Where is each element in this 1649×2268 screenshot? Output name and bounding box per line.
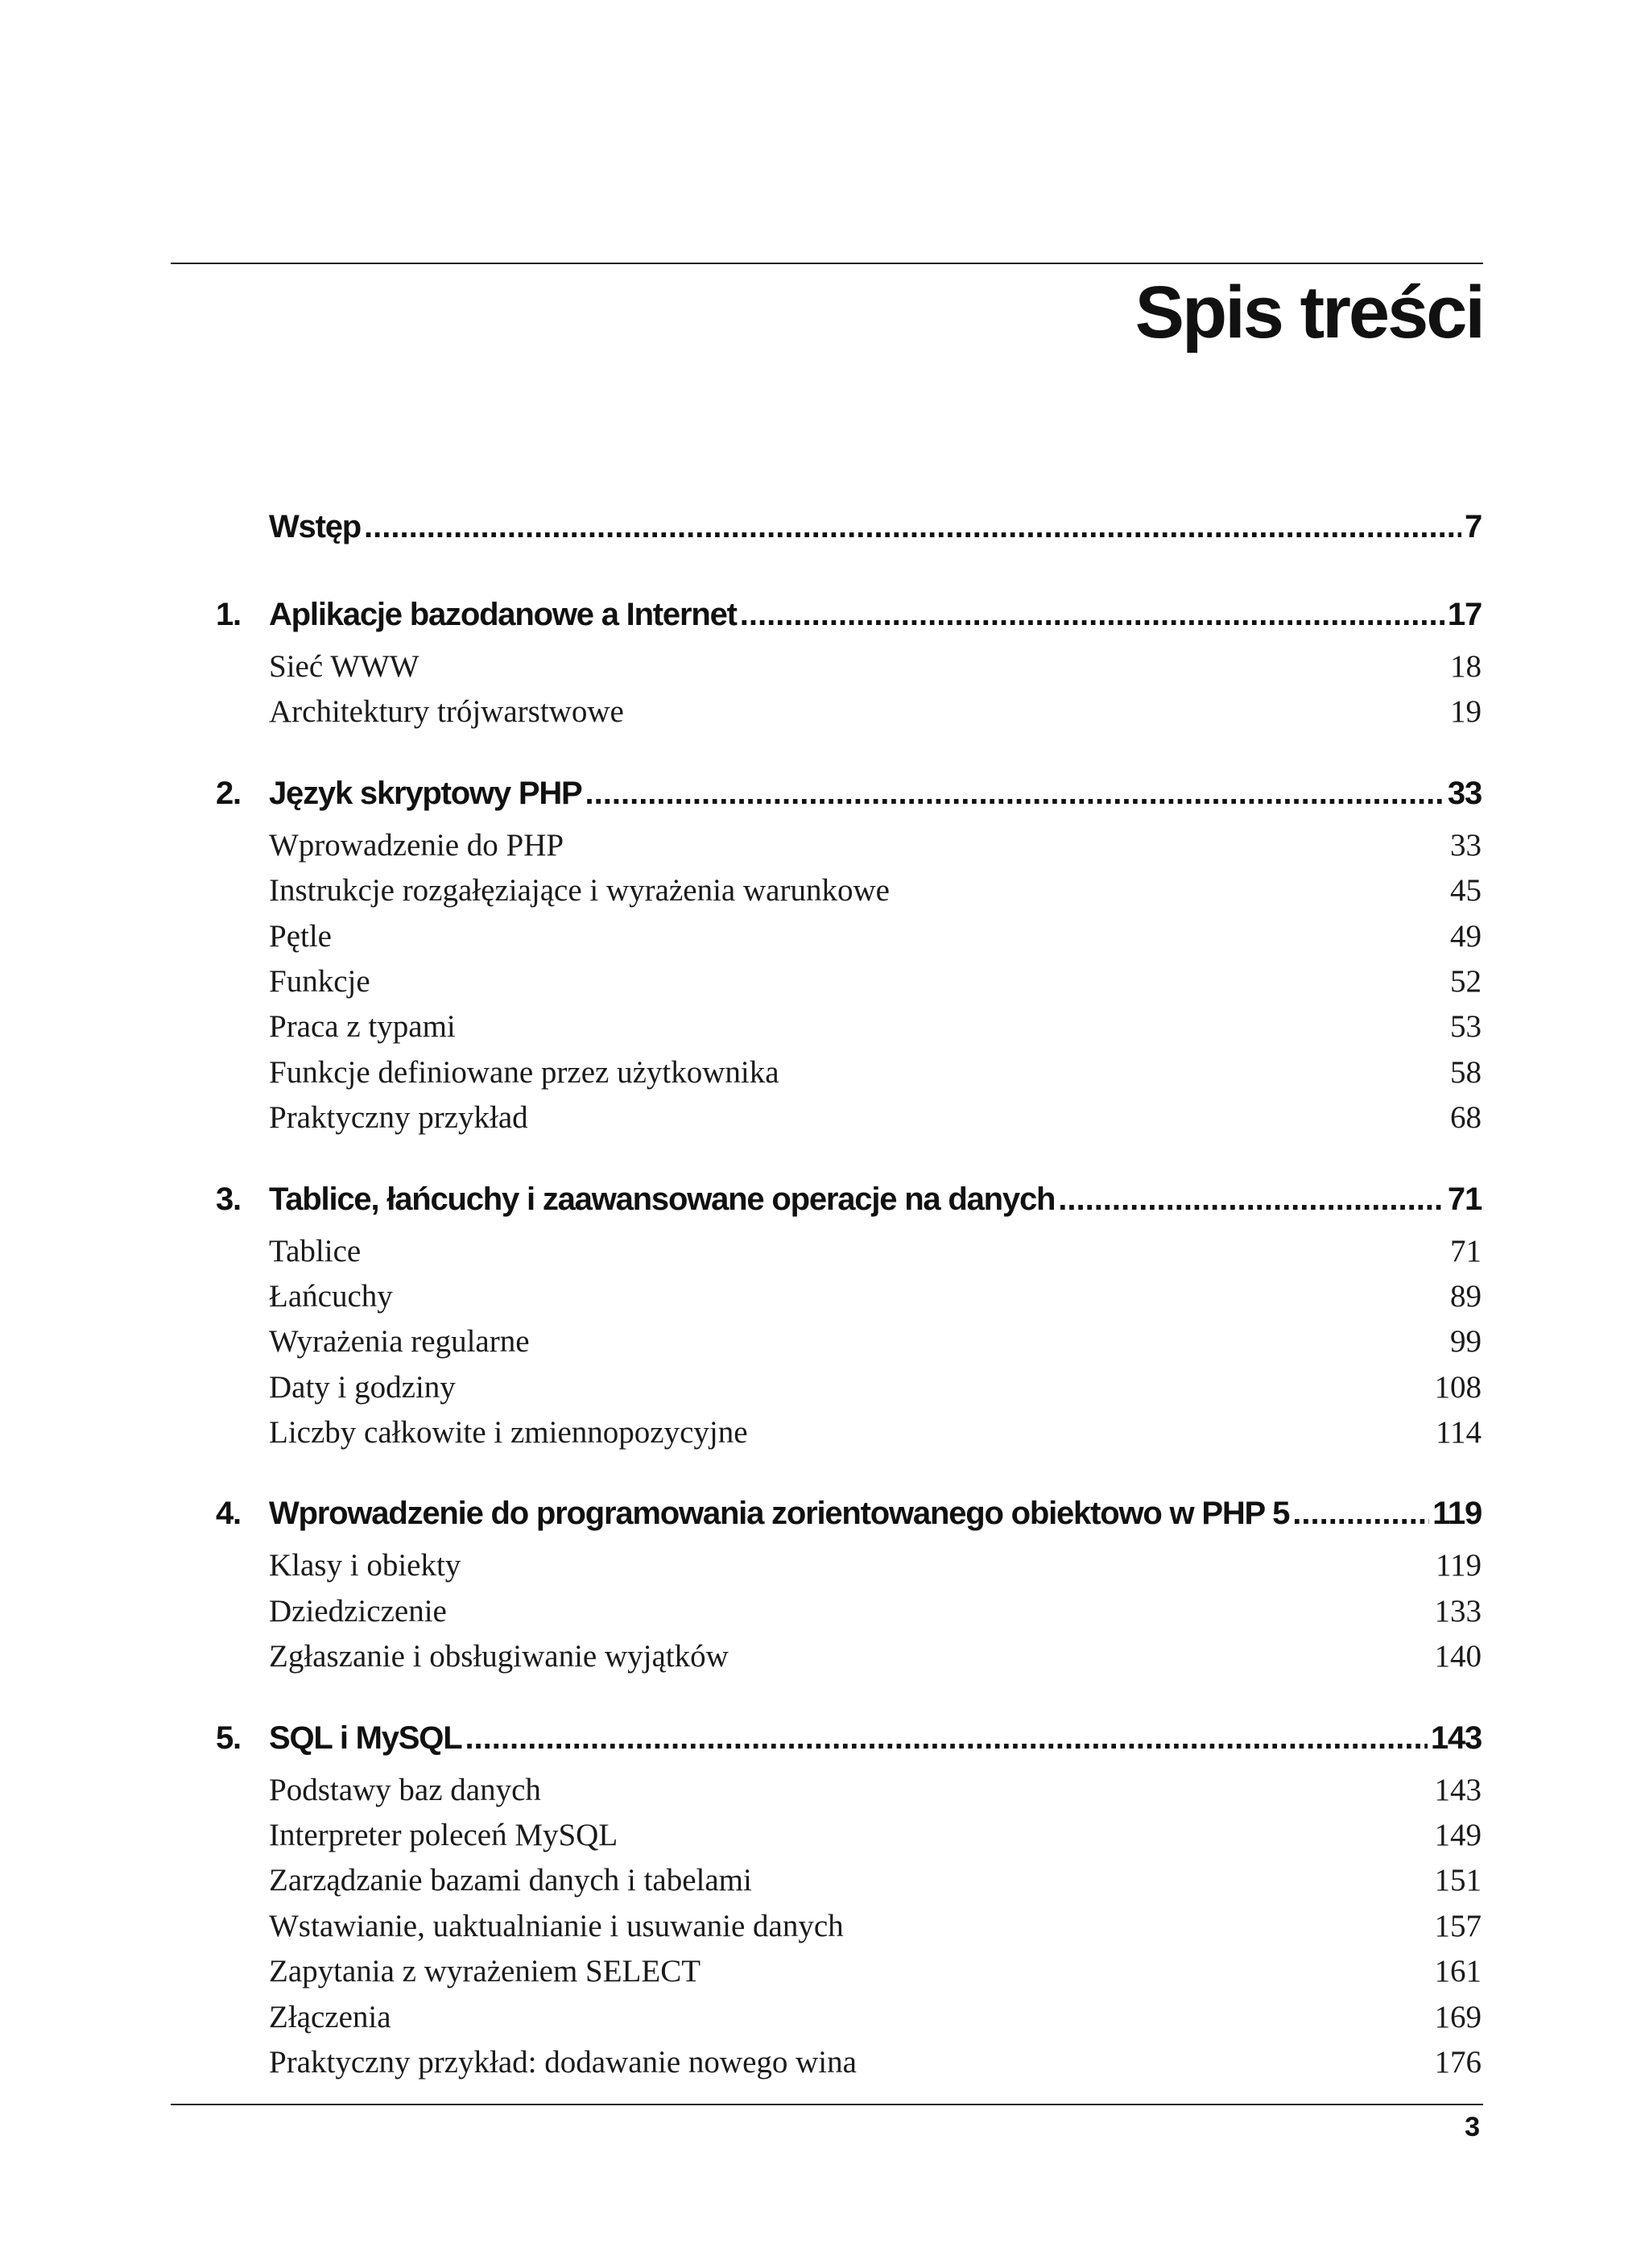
toc-entry[interactable]: [269, 827, 1482, 872]
entry-page-number: 161: [1434, 1954, 1482, 1989]
toc-entry[interactable]: [269, 1953, 1482, 1998]
entry-page-number: 99: [1450, 1324, 1482, 1360]
chapter-title: Tablice, łańcuchy i zaawansowane operacje na danych: [269, 1181, 1056, 1217]
chapter-title: Wstęp: [269, 509, 362, 544]
entry-page-number: 149: [1434, 1818, 1482, 1853]
entry-label: Instrukcje rozgałęziające i wyrażenia warunkowe: [269, 873, 890, 908]
top-rule: [171, 263, 1483, 264]
entry-page-number: 151: [1434, 1863, 1482, 1898]
toc-entry[interactable]: [269, 963, 1482, 1008]
chapter-page-number: 33: [1447, 775, 1482, 811]
entry-label: Podstawy baz danych: [269, 1772, 541, 1807]
entry-label: Wyrażenia regularne: [269, 1324, 530, 1360]
entry-label: Sieć WWW: [269, 649, 419, 684]
chapter-title: SQL i MySQL: [269, 1720, 462, 1756]
entry-label: Praca z typami: [269, 1009, 456, 1045]
toc-entry[interactable]: [269, 918, 1482, 963]
chapter-page-number: 143: [1430, 1720, 1482, 1756]
entry-label: Złączenia: [269, 1999, 391, 2034]
toc-chapter: [171, 776, 1482, 1145]
entry-label: Wprowadzenie do PHP: [269, 827, 564, 863]
toc-entry[interactable]: [269, 1278, 1482, 1323]
chapter-heading[interactable]: [171, 1720, 1482, 1772]
section-list: [171, 648, 1482, 739]
toc-chapter: [171, 509, 1482, 561]
toc-entry[interactable]: [269, 1323, 1482, 1368]
entry-label: Daty i godziny: [269, 1369, 456, 1405]
entry-page-number: 45: [1450, 873, 1482, 908]
entry-label: Łańcuchy: [269, 1278, 393, 1314]
toc-entry[interactable]: [269, 1369, 1482, 1414]
toc-entry[interactable]: [269, 2044, 1482, 2089]
toc-entry[interactable]: [269, 1772, 1482, 1817]
entry-page-number: 157: [1434, 1908, 1482, 1943]
toc-entry[interactable]: [269, 1817, 1482, 1862]
entry-page-number: 58: [1450, 1054, 1482, 1090]
entry-page-number: 119: [1435, 1548, 1482, 1583]
entry-label: Interpreter poleceń MySQL: [269, 1818, 618, 1853]
toc-entry[interactable]: [269, 1099, 1482, 1144]
chapter-heading[interactable]: [171, 776, 1482, 827]
entry-page-number: 19: [1450, 694, 1482, 730]
dot-leader: [465, 1720, 1427, 1757]
toc-chapter: [171, 597, 1482, 739]
entry-label: Praktyczny przykład: [269, 1100, 528, 1136]
entry-label: Liczby całkowite i zmiennopozycyjne: [269, 1415, 748, 1451]
entry-page-number: 18: [1450, 649, 1482, 684]
toc-entry[interactable]: [269, 1593, 1482, 1638]
entry-label: Dziedziczenie: [269, 1593, 447, 1629]
chapter-page-number: 17: [1447, 597, 1482, 632]
entry-label: Pętle: [269, 918, 332, 954]
entry-label: Zapytania z wyrażeniem SELECT: [269, 1954, 701, 1989]
toc-entry[interactable]: [269, 1414, 1482, 1459]
toc-entry[interactable]: [269, 1999, 1482, 2044]
dot-leader: [1292, 1496, 1429, 1532]
toc-entry[interactable]: [269, 1908, 1482, 1953]
entry-page-number: 52: [1450, 963, 1482, 999]
entry-label: Klasy i obiekty: [269, 1548, 461, 1583]
section-list: [171, 1772, 1482, 2090]
entry-page-number: 169: [1434, 1999, 1482, 2034]
entry-page-number: 33: [1450, 827, 1482, 863]
entry-page-number: 68: [1450, 1100, 1482, 1136]
chapter-number: 3.: [216, 1181, 241, 1217]
entry-label: Praktyczny przykład: dodawanie nowego wina: [269, 2044, 857, 2080]
entry-label: Architektury trójwarstwowe: [269, 694, 624, 730]
dot-leader: [364, 509, 1461, 545]
chapter-page-number: 7: [1464, 509, 1482, 544]
chapter-number: 1.: [216, 597, 241, 632]
entry-page-number: 53: [1450, 1009, 1482, 1045]
entry-page-number: 140: [1434, 1639, 1482, 1674]
entry-label: Zgłaszanie i obsługiwanie wyjątków: [269, 1639, 729, 1674]
entry-label: Wstawianie, uaktualnianie i usuwanie danych: [269, 1908, 844, 1943]
chapter-title: Wprowadzenie do programowania zorientowanego obiektowo w PHP 5: [269, 1496, 1290, 1532]
toc-entry[interactable]: [269, 1054, 1482, 1099]
toc-chapter: [171, 1720, 1482, 2090]
toc-entry[interactable]: [269, 648, 1482, 693]
toc-entry[interactable]: [269, 1862, 1482, 1907]
chapter-heading[interactable]: [171, 1182, 1482, 1233]
toc-chapter: [171, 1182, 1482, 1460]
bottom-rule: [171, 2104, 1483, 2105]
dot-leader: [585, 776, 1444, 812]
dot-leader: [740, 597, 1444, 633]
entry-page-number: 89: [1450, 1278, 1482, 1314]
section-list: [171, 827, 1482, 1145]
entry-page-number: 133: [1434, 1593, 1482, 1629]
dot-leader: [1058, 1182, 1444, 1218]
chapter-page-number: 71: [1447, 1181, 1482, 1217]
chapter-page-number: 119: [1432, 1496, 1482, 1532]
toc-entry[interactable]: [269, 1008, 1482, 1053]
entry-label: Funkcje definiowane przez użytkownika: [269, 1054, 779, 1090]
entry-page-number: 49: [1450, 918, 1482, 954]
chapter-number: 5.: [216, 1720, 241, 1756]
chapter-heading[interactable]: [171, 597, 1482, 648]
section-list: [171, 1233, 1482, 1460]
toc-entry[interactable]: [269, 1638, 1482, 1683]
toc-entry[interactable]: [269, 1547, 1482, 1592]
entry-page-number: 143: [1434, 1772, 1482, 1807]
chapter-number: 4.: [216, 1496, 241, 1532]
chapter-title: Aplikacje bazodanowe a Internet: [269, 597, 737, 632]
chapter-number: 2.: [216, 775, 241, 811]
entry-page-number: 176: [1434, 2044, 1482, 2080]
entry-page-number: 71: [1450, 1233, 1482, 1269]
chapter-title: Język skryptowy PHP: [269, 775, 582, 811]
toc-entry[interactable]: [269, 872, 1482, 917]
entry-page-number: 114: [1435, 1415, 1482, 1451]
page-title: Spis treści: [1134, 271, 1483, 354]
toc-entry[interactable]: [269, 1233, 1482, 1278]
entry-page-number: 108: [1434, 1369, 1482, 1405]
entry-label: Zarządzanie bazami danych i tabelami: [269, 1863, 752, 1898]
toc-chapter: [171, 1496, 1482, 1683]
toc-entry[interactable]: [269, 693, 1482, 739]
chapter-heading[interactable]: [171, 1496, 1482, 1547]
entry-label: Funkcje: [269, 963, 370, 999]
table-of-contents: [171, 509, 1482, 2125]
entry-label: Tablice: [269, 1233, 362, 1269]
chapter-heading[interactable]: [171, 509, 1482, 561]
section-list: [171, 1547, 1482, 1683]
page-number: 3: [1465, 2112, 1480, 2142]
